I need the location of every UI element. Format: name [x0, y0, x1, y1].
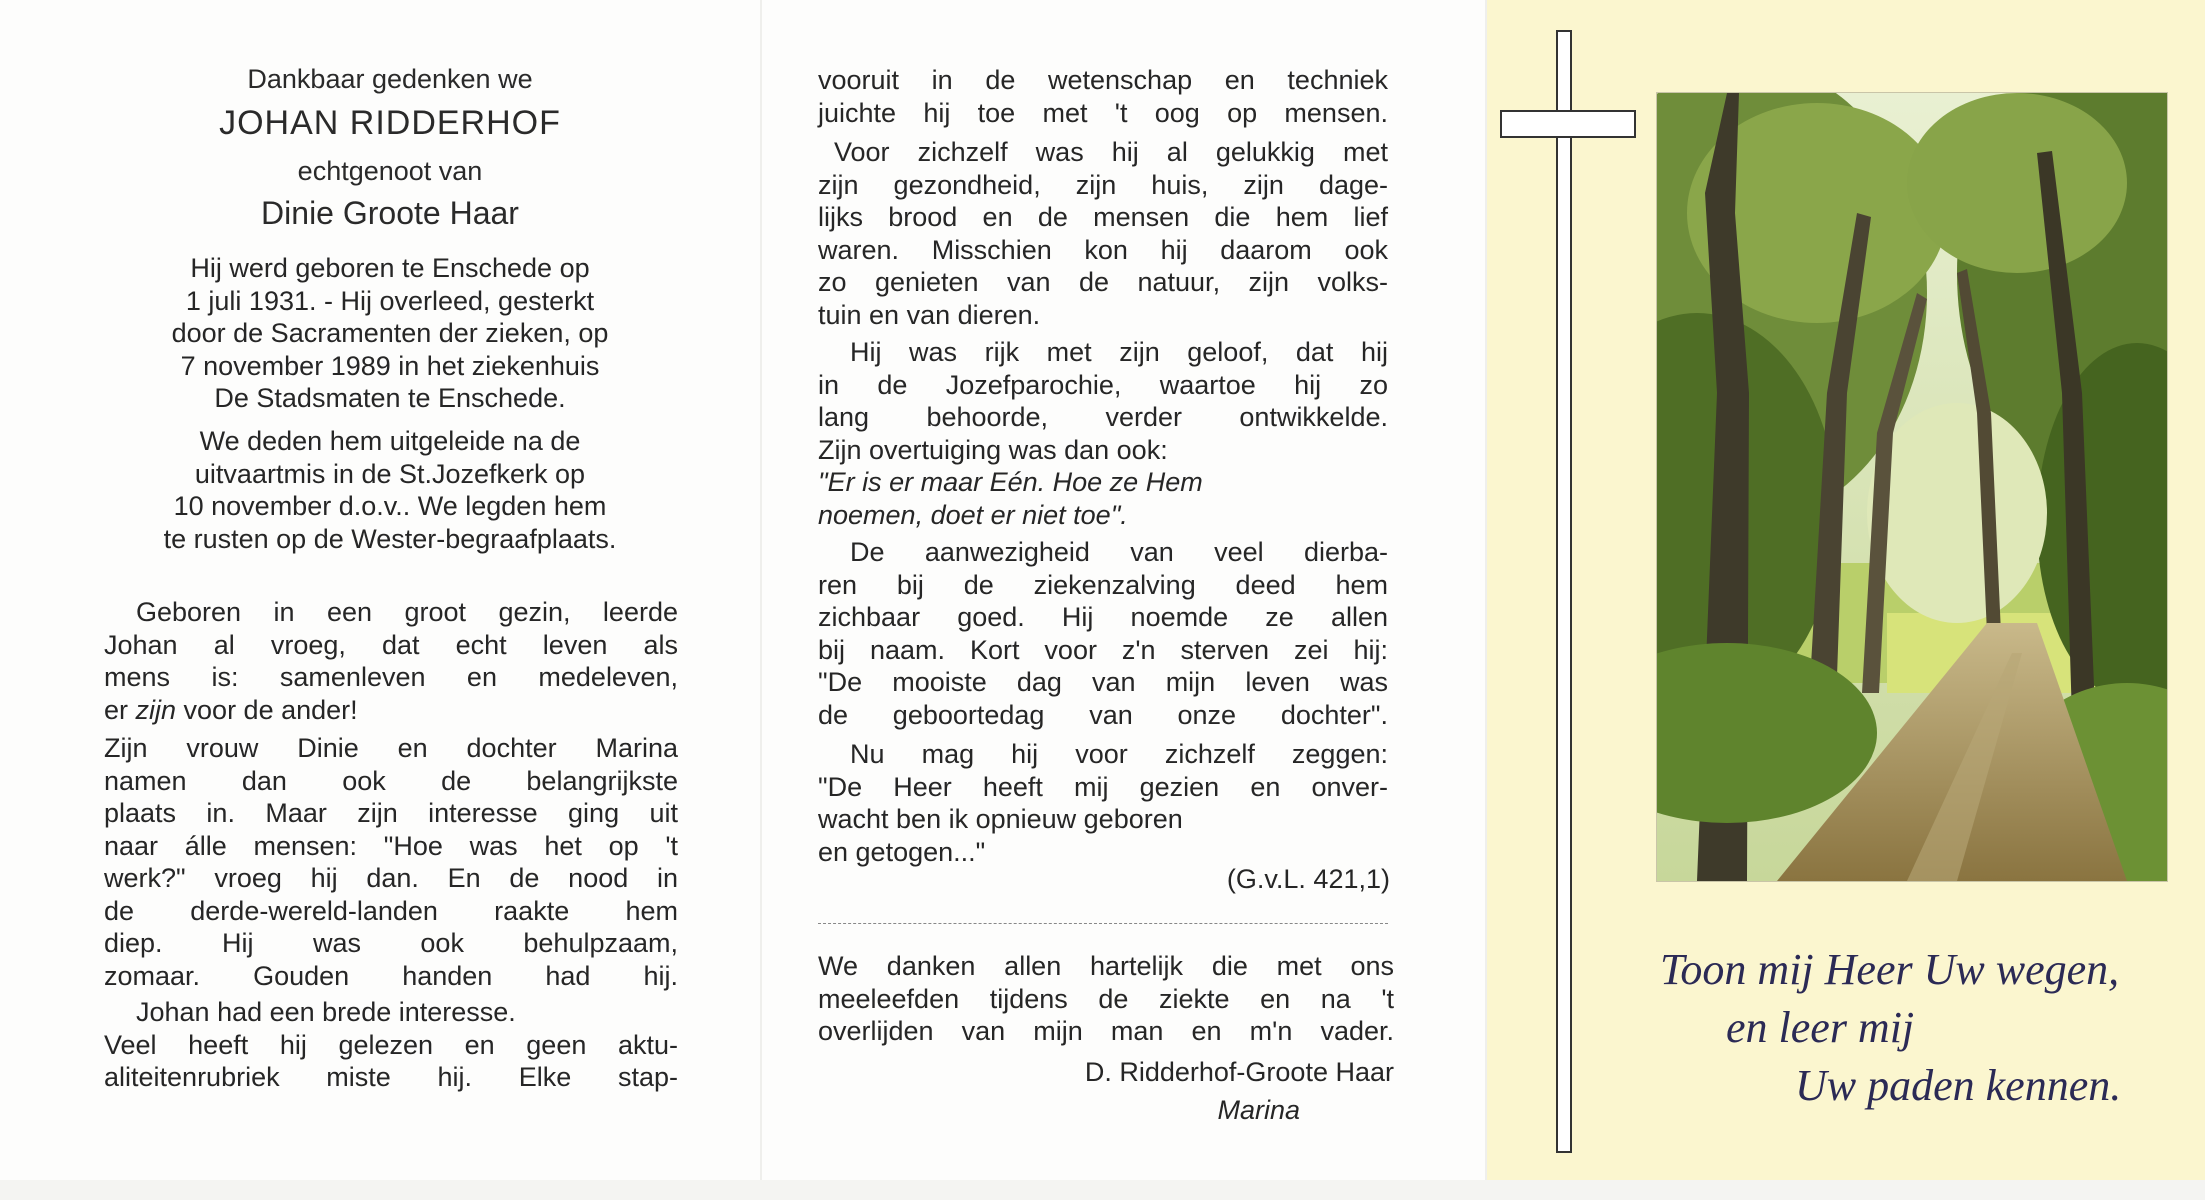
forest-path-photo [1656, 92, 2168, 882]
text-line: "De Heer heeft mij gezien en onver- [818, 771, 1388, 802]
text-line: lijks brood en de mensen die hem lief [818, 202, 1388, 232]
signature-daughter: Marina [1217, 1095, 1300, 1125]
text-line: Zijn overtuiging was dan ook: [818, 434, 1168, 465]
text-line: 7 november 1989 in het ziekenhuis [180, 350, 600, 381]
text-line: er zijn voor de ander! [104, 694, 358, 725]
text-line: bij naam. Kort voor z'n sterven zei hij: [818, 634, 1388, 665]
text-line: mens is: samenleven en medeleven, [104, 662, 678, 692]
text-line: de geboortedag van onze dochter". [818, 699, 1388, 730]
text-line: De Stadsmaten te Enschede. [214, 383, 566, 413]
divider [818, 923, 1388, 924]
text-line: 10 november d.o.v.. We legden hem [173, 491, 607, 521]
text-line: plaats in. Maar zijn interesse ging uit [104, 798, 678, 828]
text-line: Nu mag hij voor zichzelf zeggen: [850, 739, 1388, 769]
text-line: We deden hem uitgeleide na de [199, 426, 581, 456]
text-line: 1 juli 1931. - Hij overleed, gesterkt [185, 285, 595, 316]
hymn-reference: (G.v.L. 421,1) [1226, 864, 1390, 894]
text-line: meeleefden tijdens de ziekte en na 't [818, 983, 1394, 1014]
text-line: en getogen..." [818, 836, 986, 867]
text-line: Voor zichzelf was hij al gelukkig met [834, 137, 1388, 167]
happiness-paragraph [818, 136, 1388, 331]
broad-interest-paragraph [104, 996, 678, 1094]
text-line: namen dan ook de belangrijkste [104, 765, 678, 796]
spouse-of-line: echtgenoot van [297, 156, 483, 186]
text-line: zijn gezondheid, zijn huis, zijn dage- [818, 169, 1388, 200]
text-line: naar álle mensen: "Hoe was het op 't [104, 830, 678, 861]
text-line: de derde-wereld-landen raakte hem [104, 895, 678, 926]
intro-line: Dankbaar gedenken we [247, 64, 533, 94]
thanks-paragraph [818, 950, 1394, 1048]
verse-line-3: Uw paden kennen. [1795, 1061, 2122, 1110]
text-line: zo genieten van de natuur, zijn volks- [818, 267, 1388, 297]
birth-death-paragraph [90, 252, 690, 415]
text-line: Geboren in een groot gezin, leerde [136, 597, 678, 627]
text-line: diep. Hij was ook behulpzaam, [104, 928, 678, 958]
text-line: vooruit in de wetenschap en techniek [818, 65, 1388, 95]
faith-paragraph [818, 336, 1388, 531]
text-line: Johan had een brede interesse. [136, 997, 516, 1027]
science-paragraph [818, 64, 1388, 129]
text-line: Veel heeft hij gelezen en geen aktu- [104, 1029, 678, 1060]
text-line: uitvaartmis in de St.Jozefkerk op [194, 458, 586, 489]
fold-line [1485, 0, 1487, 1185]
text-line: overlijden van mijn man en m'n vader. [818, 1016, 1394, 1046]
text-line: ren bij de ziekenzalving deed hem [818, 569, 1388, 600]
text-line: We danken allen hartelijk die met ons [818, 951, 1394, 981]
text-line: juichte hij toe met 't oog op mensen. [818, 97, 1388, 128]
cross-icon [1556, 30, 1572, 1153]
text-line: "De mooiste dag van mijn leven was [818, 667, 1388, 697]
text-line: tuin en van dieren. [818, 299, 1041, 330]
deceased-name: JOHAN RIDDERHOF [219, 104, 561, 142]
closing-quote-paragraph [818, 738, 1388, 868]
text-line: werk?" vroeg hij dan. En de nood in [104, 863, 678, 893]
text-line: aliteitenrubriek miste hij. Elke stap- [104, 1062, 678, 1092]
text-line: Hij was rijk met zijn geloof, dat hij [850, 337, 1388, 367]
text-line: De aanwezigheid van veel dierba- [850, 537, 1388, 567]
spouse-name: Dinie Groote Haar [261, 195, 519, 231]
text-line: waren. Misschien kon hij daarom ook [818, 234, 1388, 265]
text-line: wacht ben ik opnieuw geboren [818, 804, 1183, 834]
anointing-paragraph [818, 536, 1388, 731]
fold-line [760, 0, 762, 1185]
text-line: Hij werd geboren te Enschede op [190, 253, 590, 283]
family-paragraph [104, 596, 678, 726]
text-line: te rusten op de Wester-begraafplaats. [163, 523, 617, 554]
signature: D. Ridderhof-Groote Haar [1084, 1057, 1394, 1087]
text-line: door de Sacramenten der zieken, op [171, 318, 609, 348]
interest-paragraph [104, 732, 678, 992]
text-line: zomaar. Gouden handen had hij. [104, 960, 678, 991]
scan-edge [0, 1180, 2205, 1200]
text-line: in de Jozefparochie, waartoe hij zo [818, 369, 1388, 400]
quote-line: "Er is er maar Eén. Hoe ze Hem [818, 467, 1203, 497]
text-line: lang behoorde, verder ontwikkelde. [818, 402, 1388, 432]
text-line: Zijn vrouw Dinie en dochter Marina [104, 733, 678, 763]
text-line: Johan al vroeg, dat echt leven als [104, 629, 678, 660]
quote-line: noemen, doet er niet toe". [818, 499, 1128, 530]
text-line: zichbaar goed. Hij noemde ze allen [818, 602, 1388, 632]
verse-line-2: en leer mij [1726, 1003, 1915, 1052]
funeral-paragraph [90, 425, 690, 555]
verse-line-1: Toon mij Heer Uw wegen, [1660, 945, 2120, 994]
